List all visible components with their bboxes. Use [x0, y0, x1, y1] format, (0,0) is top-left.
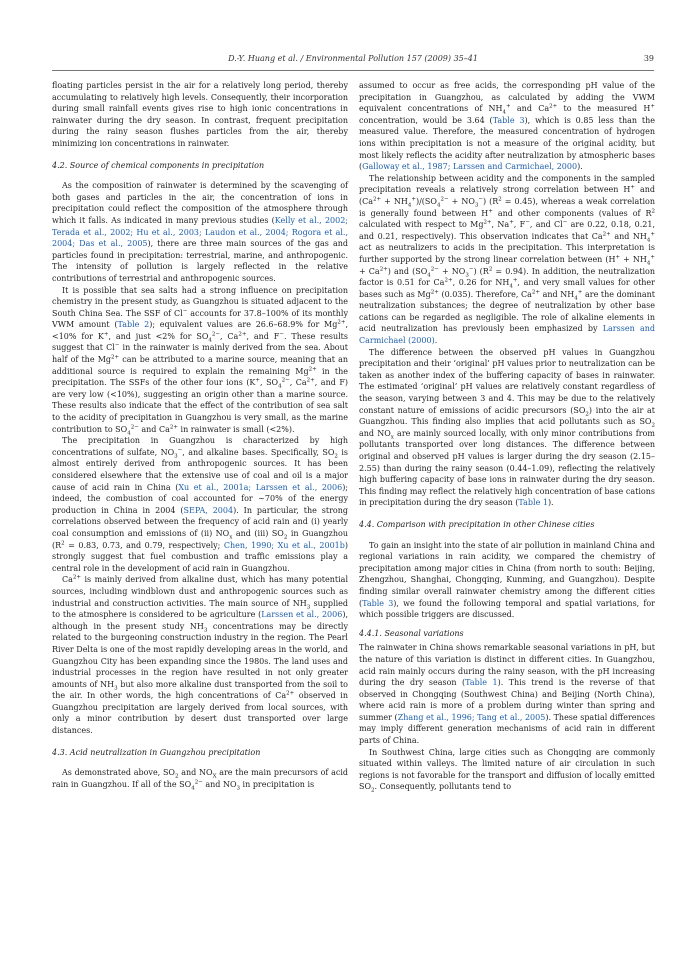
paragraph-correlation: The relationship between acidity and the components in the sampled precipitation reveals a relatively strong correlation between H+ and $(Ca^{2+} + NH_4^+)/(SO_4^{2-} + NO_3^-) (R^2 = 0.45)$, whereas a weak correlation is generally found between H+ and other components (values of $R^2$ calculated with respect to $Mg^{2+}$, Na+, F−, and Cl− are 0.22, 0.18, 0.21, and 0.21, respectively). This observation indicates that $Ca^{2+}$ and $NH_4^+$ act as neutralizers to acids in the precipitation. This interpretation is further supported by the strong linear correlation between $(H^+ + NH_4^+ + Ca^{2+})$ and $(SO_4^{2-} + NO_3^-) (R^2 = 0.94)$. In addition, the neutralization factor is 0.51 for $Ca^{2+}$, 0.26 for $NH_4^+$, and very small values for other bases such as $Mg^{2+}$ (0.035). Therefore, $Ca^{2+}$ and $NH_4^+$ are the dominant neutralization substances; the degree of neutralization by other base cations can be regarded as negligible. The role of alkaline elements in acid neutralization has previously been emphasized by Larssen and Carmichael (2000).: [359, 173, 656, 346]
paragraph-seasonal: The rainwater in China shows remarkable seasonal variations in pH, but the nature of this variation is distinct in different cities. In Guangzhou, acid rain mainly occurs during the rainy season, with the pH increasing during the dry season (Table 1). This trend is the reverse of that observed in Chongqing (Southwest China) and Beijing (North China), where acid rain is more of a problem during winter than spring and summer (Zhang et al., 1996; Tang et al., 2005). These spatial differences may imply different generation mechanisms of acid rain in different parts of China.: [359, 643, 656, 746]
paragraph-anthropogenic: The precipitation in Guangzhou is characterized by high concentrations of sulfate, $NO_3^-$, and alkaline bases. Specifically, $SO_2$ is almost entirely derived from anthropogenic sources. It has been considered elsewhere that the extensive use of coal and oil is a major cause of acid rain in China (Xu et al., 2001a; Larssen et al., 2006); indeed, the combustion of coal accounted for ∼70% of the energy production in China in 2004 (SEPA, 2004). In particular, the strong correlations observed between the frequency of acid rain and (i) yearly coal consumption and emissions of (ii) $NO_x$ and (iii) $SO_2$ in Guangzhou ($R^2 = 0.83$, 0.73, and 0.79, respectively; Chen, 1990; Xu et al., 2001b) strongly suggest that fuel combustion and traffic emissions play a central role in the development of acid rain in Guangzhou.: [52, 436, 349, 573]
paragraph-free-acids: assumed to occur as free acids, the corresponding pH value of the precipitation in Guangzhou, as calculated by adding the VWM equivalent concentrations of $NH_4^+$ and $Ca^{2+}$ to the measured H+ concentration, would be 3.64 (Table 3), which is 0.85 less than the measured value. Therefore, the measured concentration of hydrogen ions within precipitation is not a measure of the original acidity, but most likely reflects the acidity after neutralization by atmospheric bases (Galloway et al., 1987; Larssen and Carmichael, 2000).: [359, 81, 656, 172]
page-number: 39: [643, 54, 654, 63]
citation-link[interactable]: Galloway et al., 1987; Larssen and Carmichael, 2000: [362, 162, 578, 172]
table-3-link[interactable]: Table 3: [362, 598, 394, 608]
paragraph-intro: floating particles persist in the air for a relatively long period, thereby accumulating to relatively high levels. Consequently, their incorporation during small rainfall events gives rise to high ionic concentrations in rainwater during the dry season. In contrast, frequent precipitation during the rainy season flushes particles from the air, thereby minimizing ion concentrations in rainwater.: [52, 81, 348, 148]
header-rule: [52, 70, 654, 71]
section-heading-4-2: 4.2. Source of chemical components in precipitation: [52, 160, 265, 170]
citation-link[interactable]: Xu et al., 2001a; Larssen et al., 2006: [178, 482, 343, 492]
paragraph-neutralization-intro: As demonstrated above, $SO_2$ and $NO_X$ are the main precursors of acid rain in Guangzhou. If all of the $SO_4^{2-}$ and $NO_3$ in precipitation is: [52, 768, 349, 792]
citation-link[interactable]: Larssen and Carmichael (2000): [359, 324, 656, 346]
citation-link[interactable]: SEPA, 2004: [183, 505, 234, 515]
running-header: D.-Y. Huang et al. / Environmental Pollution 157 (2009) 35–41: [228, 54, 478, 63]
table-2-link[interactable]: Table 2: [117, 320, 150, 330]
paragraph-southwest: In Southwest China, large cities such as Chongqing are commonly situated within valleys. The limited nature of air circulation in such regions is not favorable for the transport and diffusion of locally emitted $SO_2$. Consequently, pollutants tend to: [359, 747, 655, 795]
section-heading-4-4-1: 4.4.1. Seasonal variations: [359, 628, 464, 638]
section-heading-4-3: 4.3. Acid neutralization in Guangzhou precipitation: [52, 747, 261, 757]
section-heading-4-4: 4.4. Comparison with precipitation in other Chinese cities: [359, 519, 595, 529]
paragraph-sea-salt: It is possible that sea salts had a strong influence on precipitation chemistry in the present study, as Guangzhou is situated adjacent to the South China Sea. The SSF of Cl− accounts for 37.8–100% of its monthly VWM amount (Table 2); equivalent values are 26.6–68.9% for $Mg^{2+}$, <10% for K+, and just <2% for $SO_4^{2-}$, $Ca^{2+}$, and F−. These results suggest that Cl− in the rainwater is mainly derived from the sea. About half of the $Mg^{2+}$ can be attributed to a marine source, meaning that an additional source is required to explain the remaining $Mg^{2+}$ in the precipitation. The SSFs of the other four ions (K+, $SO_4^{2-}$, $Ca^{2+}$, and F) are very low (<10%), suggesting an origin other than a marine source. These results also indicate that the effect of the contribution of sea salt to the acidity of precipitation in Guangzhou is very small, as the marine contribution to $SO_4^{2-}$ and $Ca^{2+}$ in rainwater is small (<2%).: [52, 285, 349, 437]
citation-link[interactable]: Chen, 1990; Xu et al., 2001b: [223, 540, 345, 550]
citation-link[interactable]: Larssen et al., 2006: [261, 610, 343, 620]
table-3-link[interactable]: Table 3: [492, 115, 525, 125]
paragraph-comparison: To gain an insight into the state of air pollution in mainland China and regional variations in rain acidity, we compared the chemistry of precipitation among major cities in China (from north to south: Beijing, Zhengzhou, Shanghai, Chongqing, Kunming, and Guangzhou). Despite finding similar overall rainwater chemistry among the different cities (Table 3), we found the following temporal and spatial variations, for which possible triggers are discussed.: [359, 540, 656, 620]
right-column: [359, 80, 655, 793]
paragraph-sources: As the composition of rainwater is determined by the scavenging of both gases and particles in the air, the concentration of ions in precipitation could reflect the composition of the atmosphere through which it falls. As indicated in many previous studies (Kelly et al., 2002; Terada et al., 2002; Hu et al., 2003; Laudon et al., 2004; Rogora et al., 2004; Das et al., 2005), there are three main sources of the gas and particles found in precipitation: terrestrial, marine, and anthropogenic. The intensity of pollution is largely reflected in the relative contributions of terrestrial and anthropogenic sources.: [52, 181, 348, 283]
paragraph-calcium: $Ca^{2+}$ is mainly derived from alkaline dust, which has many potential sources, including windblown dust and anthropogenic sources such as industrial and construction activities. The main source of $NH_3$ supplied to the atmosphere is considered to be agriculture (Larssen et al., 2006), although in the present study $NH_3$ concentrations may be directly related to the burgeoning construction industry in the region. The Pearl River Delta is one of the most rapidly developing areas in the world, and Guangzhou City has been expanding since the 1980s. The land uses and industrial processes in the region have resulted in not only greater amounts of $NH_3$ but also more alkaline dust transported from the soil to the air. In other words, the high concentrations of $Ca^{2+}$ observed in Guangzhou precipitation are largely derived from local sources, with only a minor contribution by desert dust transported over large distances.: [52, 574, 349, 736]
table-1-link[interactable]: Table 1: [465, 678, 498, 688]
paragraph-ph-difference: The difference between the observed pH values in Guangzhou precipitation and their ‘original’ pH values prior to neutralization can be taken as another index of the buffering capacity of bases in rainwater. The estimated ‘original’ pH values are relatively constant regardless of the season, varying between 3 and 4. This may be due to the relatively constant nature of emissions of acidic precursors $(SO_2)$ into the air at Guangzhou. This finding also implies that acid pollutants such as $SO_2$ and $NO_x$ are mainly sourced locally, with only minor contributions from pollutants transported over long distances. The difference between original and observed pH values is larger during the dry season (2.15–2.55) than during the rainy season (0.44–1.09), reflecting the relatively high buffering capacity of base ions in rainwater during the dry season. This finding may reflect the relatively high concentration of base cations in precipitation during the dry season (Table 1).: [359, 347, 656, 508]
citation-link[interactable]: Zhang et al., 1996; Tang et al., 2005: [397, 712, 546, 722]
left-column: [52, 80, 348, 790]
citation-link[interactable]: Kelly et al., 2002; Terada et al., 2002; Hu et al., 2003; Laudon et al., 2004; Rogora et al., 2004; Das et al., 2005: [52, 215, 348, 249]
table-1-link[interactable]: Table 1: [518, 498, 548, 508]
